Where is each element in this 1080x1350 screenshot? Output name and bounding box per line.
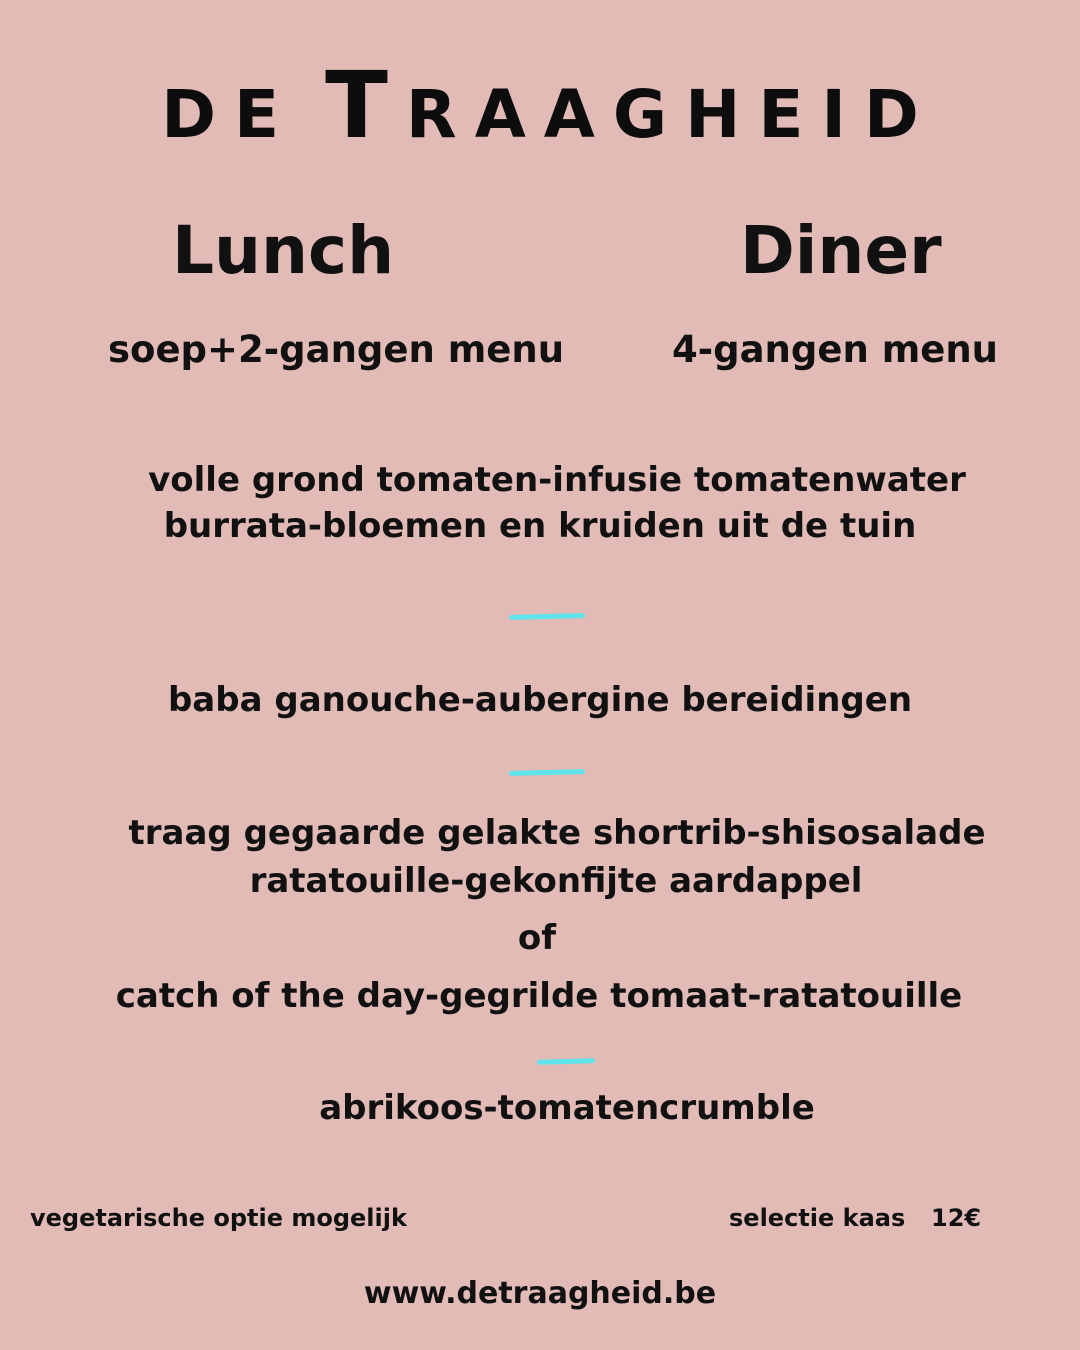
course-divider	[509, 769, 585, 776]
diner-title: Diner	[740, 212, 942, 289]
logo-letter: R	[405, 76, 457, 153]
second-course: baba ganouche-aubergine bereidingen	[167, 680, 913, 720]
logo-letter: T	[325, 52, 388, 159]
logo-letter: A	[543, 76, 595, 153]
vegetarian-note: vegetarische optie mogelijk	[30, 1204, 407, 1232]
logo-letter: D	[863, 76, 919, 153]
main-course-line-1: traag gegaarde gelakte shortrib-shisosalade	[128, 813, 986, 853]
logo-word	[316, 52, 928, 159]
cheese-label: selectie kaas	[729, 1204, 906, 1232]
logo-letter: I	[821, 76, 846, 153]
logo-letter: H	[685, 76, 741, 153]
restaurant-logo	[0, 52, 1080, 159]
starter-line-1: volle grond tomaten-infusie tomatenwater	[148, 460, 966, 500]
course-divider	[509, 613, 585, 620]
dessert: abrikoos-tomatencrumble	[319, 1088, 815, 1128]
logo-letter: E	[758, 76, 804, 153]
starter-line-2: burrata-bloemen en kruiden uit de tuin	[163, 506, 917, 546]
logo-letter: D	[161, 76, 217, 153]
logo-letter: A	[474, 76, 526, 153]
course-divider	[537, 1058, 595, 1065]
cheese-price: 12€	[931, 1204, 982, 1232]
website-link[interactable]: www.detraagheid.be	[363, 1276, 717, 1311]
logo-word	[152, 76, 288, 153]
logo-letter: E	[234, 76, 280, 153]
diner-subtitle: 4-gangen menu	[672, 328, 999, 371]
logo-letter: G	[612, 76, 668, 153]
or-connector: of	[517, 918, 557, 958]
lunch-title: Lunch	[172, 212, 395, 289]
main-course-alternative: catch of the day-gegrilde tomaat-ratatouille	[115, 976, 963, 1016]
lunch-subtitle: soep+2-gangen menu	[108, 328, 565, 371]
main-course-line-2: ratatouille-gekonfijte aardappel	[249, 861, 863, 901]
